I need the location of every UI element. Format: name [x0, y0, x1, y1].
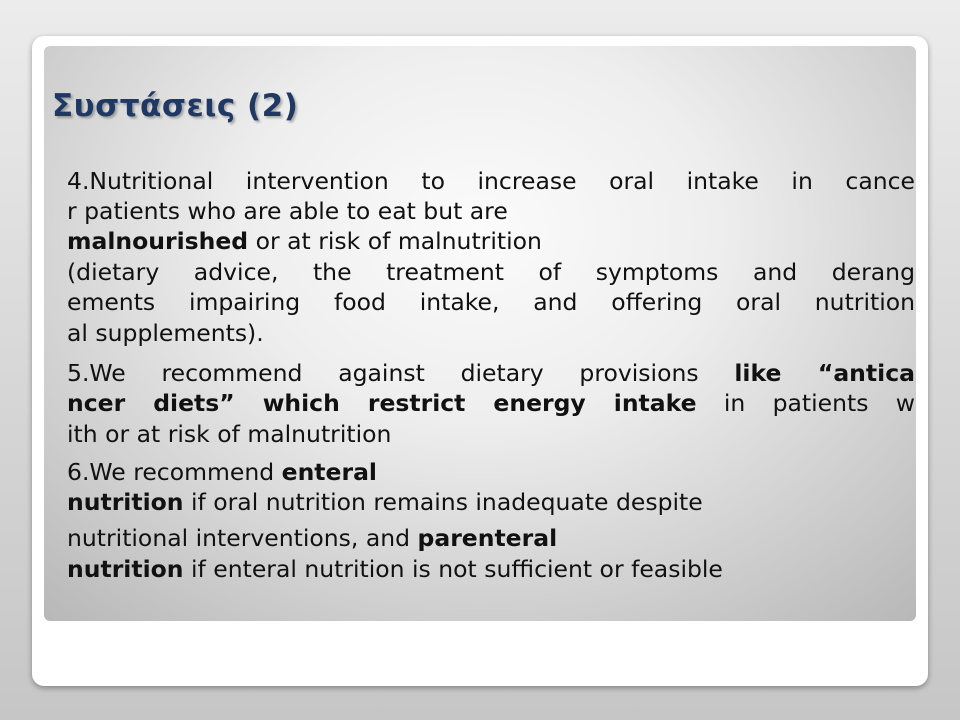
text-segment: if oral nutrition remains inadequate despite	[183, 488, 703, 516]
bold-text: like “antica	[734, 359, 915, 387]
text-line	[67, 258, 915, 286]
text-line	[67, 524, 557, 552]
text-line	[67, 227, 542, 255]
text-line	[67, 319, 264, 347]
text-line	[67, 167, 915, 195]
text-segment: 6.We recommend	[67, 458, 282, 486]
bold-text: malnourished	[67, 227, 249, 255]
slide-title: Συστάσεις (2)	[52, 88, 299, 124]
text-segment: ements impairing food intake, and offering oral nutrition	[67, 288, 915, 316]
text-segment: if enteral nutrition is not sufficient or feasible	[183, 555, 723, 583]
text-line	[67, 420, 391, 448]
text-line	[67, 359, 915, 387]
bold-text: nutrition	[67, 488, 184, 516]
text-line	[67, 288, 915, 316]
text-line	[67, 197, 508, 225]
bold-text: enteral	[281, 458, 377, 486]
text-segment: ith or at risk of malnutrition	[67, 420, 392, 448]
bold-text: ncer diets” which restrict energy intake	[67, 389, 697, 417]
text-line	[67, 488, 703, 516]
text-segment: al supplements).	[67, 319, 264, 347]
slide-content	[44, 46, 916, 621]
text-segment: (dietary advice, the treatment of symptoms and derang	[67, 258, 915, 286]
text-segment: r patients who are able to eat but are	[67, 197, 508, 225]
text-line	[67, 458, 377, 486]
text-segment: in patients w	[696, 389, 915, 417]
text-line	[67, 389, 915, 417]
text-segment: nutritional interventions, and	[67, 524, 418, 552]
text-segment: 4.Nutritional intervention to increase oral intake in cance	[67, 167, 915, 195]
text-segment: 5.We recommend against dietary provisions	[67, 359, 735, 387]
bold-text: nutrition	[67, 555, 184, 583]
text-line	[67, 555, 723, 583]
bold-text: parenteral	[417, 524, 558, 552]
text-segment: or at risk of malnutrition	[248, 227, 542, 255]
